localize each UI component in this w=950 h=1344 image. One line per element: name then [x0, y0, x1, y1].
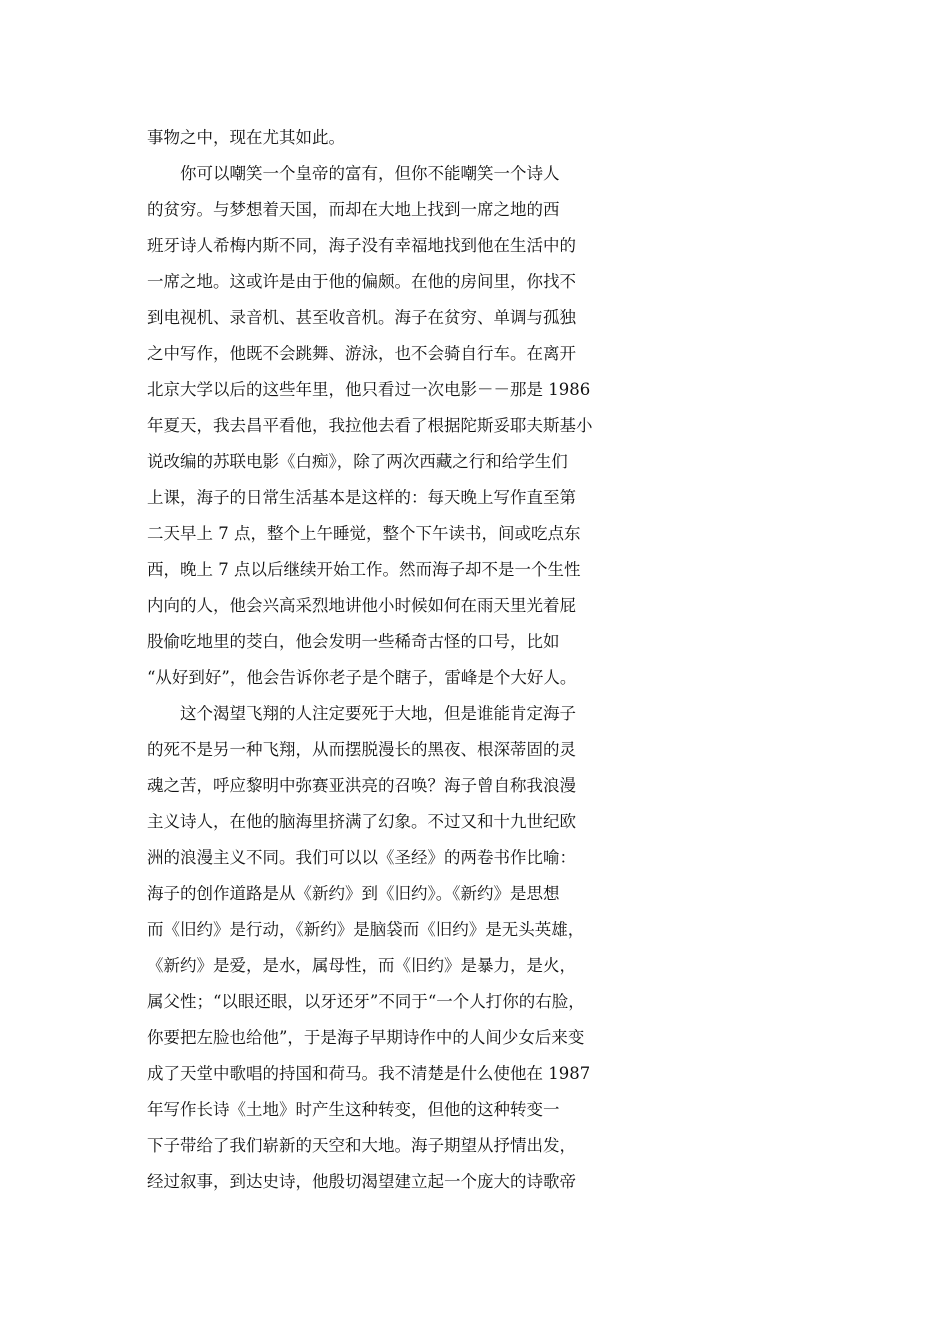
text-line: 洲的浪漫主义不同。我们可以以《圣经》的两卷书作比喻： [147, 848, 576, 867]
text-line: 主义诗人，在他的脑海里挤满了幻象。不过又和十九世纪欧 [147, 812, 576, 831]
text-line: 说改编的苏联电影《白痴》，除了两次西藏之行和给学生们 [147, 452, 568, 471]
text-line: 上课，海子的日常生活基本是这样的：每天晚上写作直至第 [147, 488, 576, 507]
text-line: 内向的人，他会兴高采烈地讲他小时候如何在雨天里光着屁 [147, 596, 576, 615]
text-line: “从好到好”，他会告诉你老子是个瞎子，雷峰是个大好人。 [147, 668, 577, 687]
body-text [147, 120, 617, 1200]
text-line: 一席之地。这或许是由于他的偏颇。在他的房间里，你找不 [147, 272, 576, 291]
text-line: 北京大学以后的这些年里，他只看过一次电影－－那是 1986 [147, 380, 591, 399]
paragraph-first-line: 这个渴望飞翔的人注定要死于大地，但是谁能肯定海子 [180, 704, 576, 723]
text-line: 《新约》是爱，是水，属母性，而《旧约》是暴力，是火， [147, 956, 576, 975]
text-line: 的死不是另一种飞翔，从而摆脱漫长的黑夜、根深蒂固的灵 [147, 740, 576, 759]
paragraph-first-line: 你可以嘲笑一个皇帝的富有，但你不能嘲笑一个诗人 [180, 164, 560, 183]
text-line: 的贫穷。与梦想着天国，而却在大地上找到一席之地的西 [147, 200, 560, 219]
text-line: 海子的创作道路是从《新约》到《旧约》。《新约》是思想 [147, 884, 560, 903]
text-line: 而《旧约》是行动，《新约》是脑袋而《旧约》是无头英雄， [147, 920, 585, 939]
text-line: 成了天堂中歌唱的持国和荷马。我不清楚是什么使他在 1987 [147, 1064, 591, 1083]
text-line: 西，晚上 7 点以后继续开始工作。然而海子却不是一个生性 [147, 560, 581, 579]
text-line: 二天早上 7 点，整个上午睡觉，整个下午读书，间或吃点东 [147, 524, 581, 543]
text-line: 经过叙事，到达史诗，他殷切渴望建立起一个庞大的诗歌帝 [147, 1172, 576, 1191]
text-line: 魂之苦，呼应黎明中弥赛亚洪亮的召唤？海子曾自称我浪漫 [147, 776, 576, 795]
text-line: 下子带给了我们崭新的天空和大地。海子期望从抒情出发， [147, 1136, 576, 1155]
text-line: 班牙诗人希梅内斯不同，海子没有幸福地找到他在生活中的 [147, 236, 576, 255]
text-line: 股偷吃地里的茭白，他会发明一些稀奇古怪的口号，比如 [147, 632, 560, 651]
text-line: 事物之中，现在尤其如此。 [147, 128, 345, 147]
text-line: 之中写作，他既不会跳舞、游泳，也不会骑自行车。在离开 [147, 344, 576, 363]
text-line: 属父性；“以眼还眼，以牙还牙”不同于“一个人打你的右脸， [147, 992, 585, 1011]
text-line: 到电视机、录音机、甚至收音机。海子在贫穷、单调与孤独 [147, 308, 576, 327]
text-line: 年写作长诗《土地》时产生这种转变，但他的这种转变一 [147, 1100, 560, 1119]
text-line: 年夏天，我去昌平看他，我拉他去看了根据陀斯妥耶夫斯基小 [147, 416, 593, 435]
text-line: 你要把左脸也给他”，于是海子早期诗作中的人间少女后来变 [147, 1028, 585, 1047]
